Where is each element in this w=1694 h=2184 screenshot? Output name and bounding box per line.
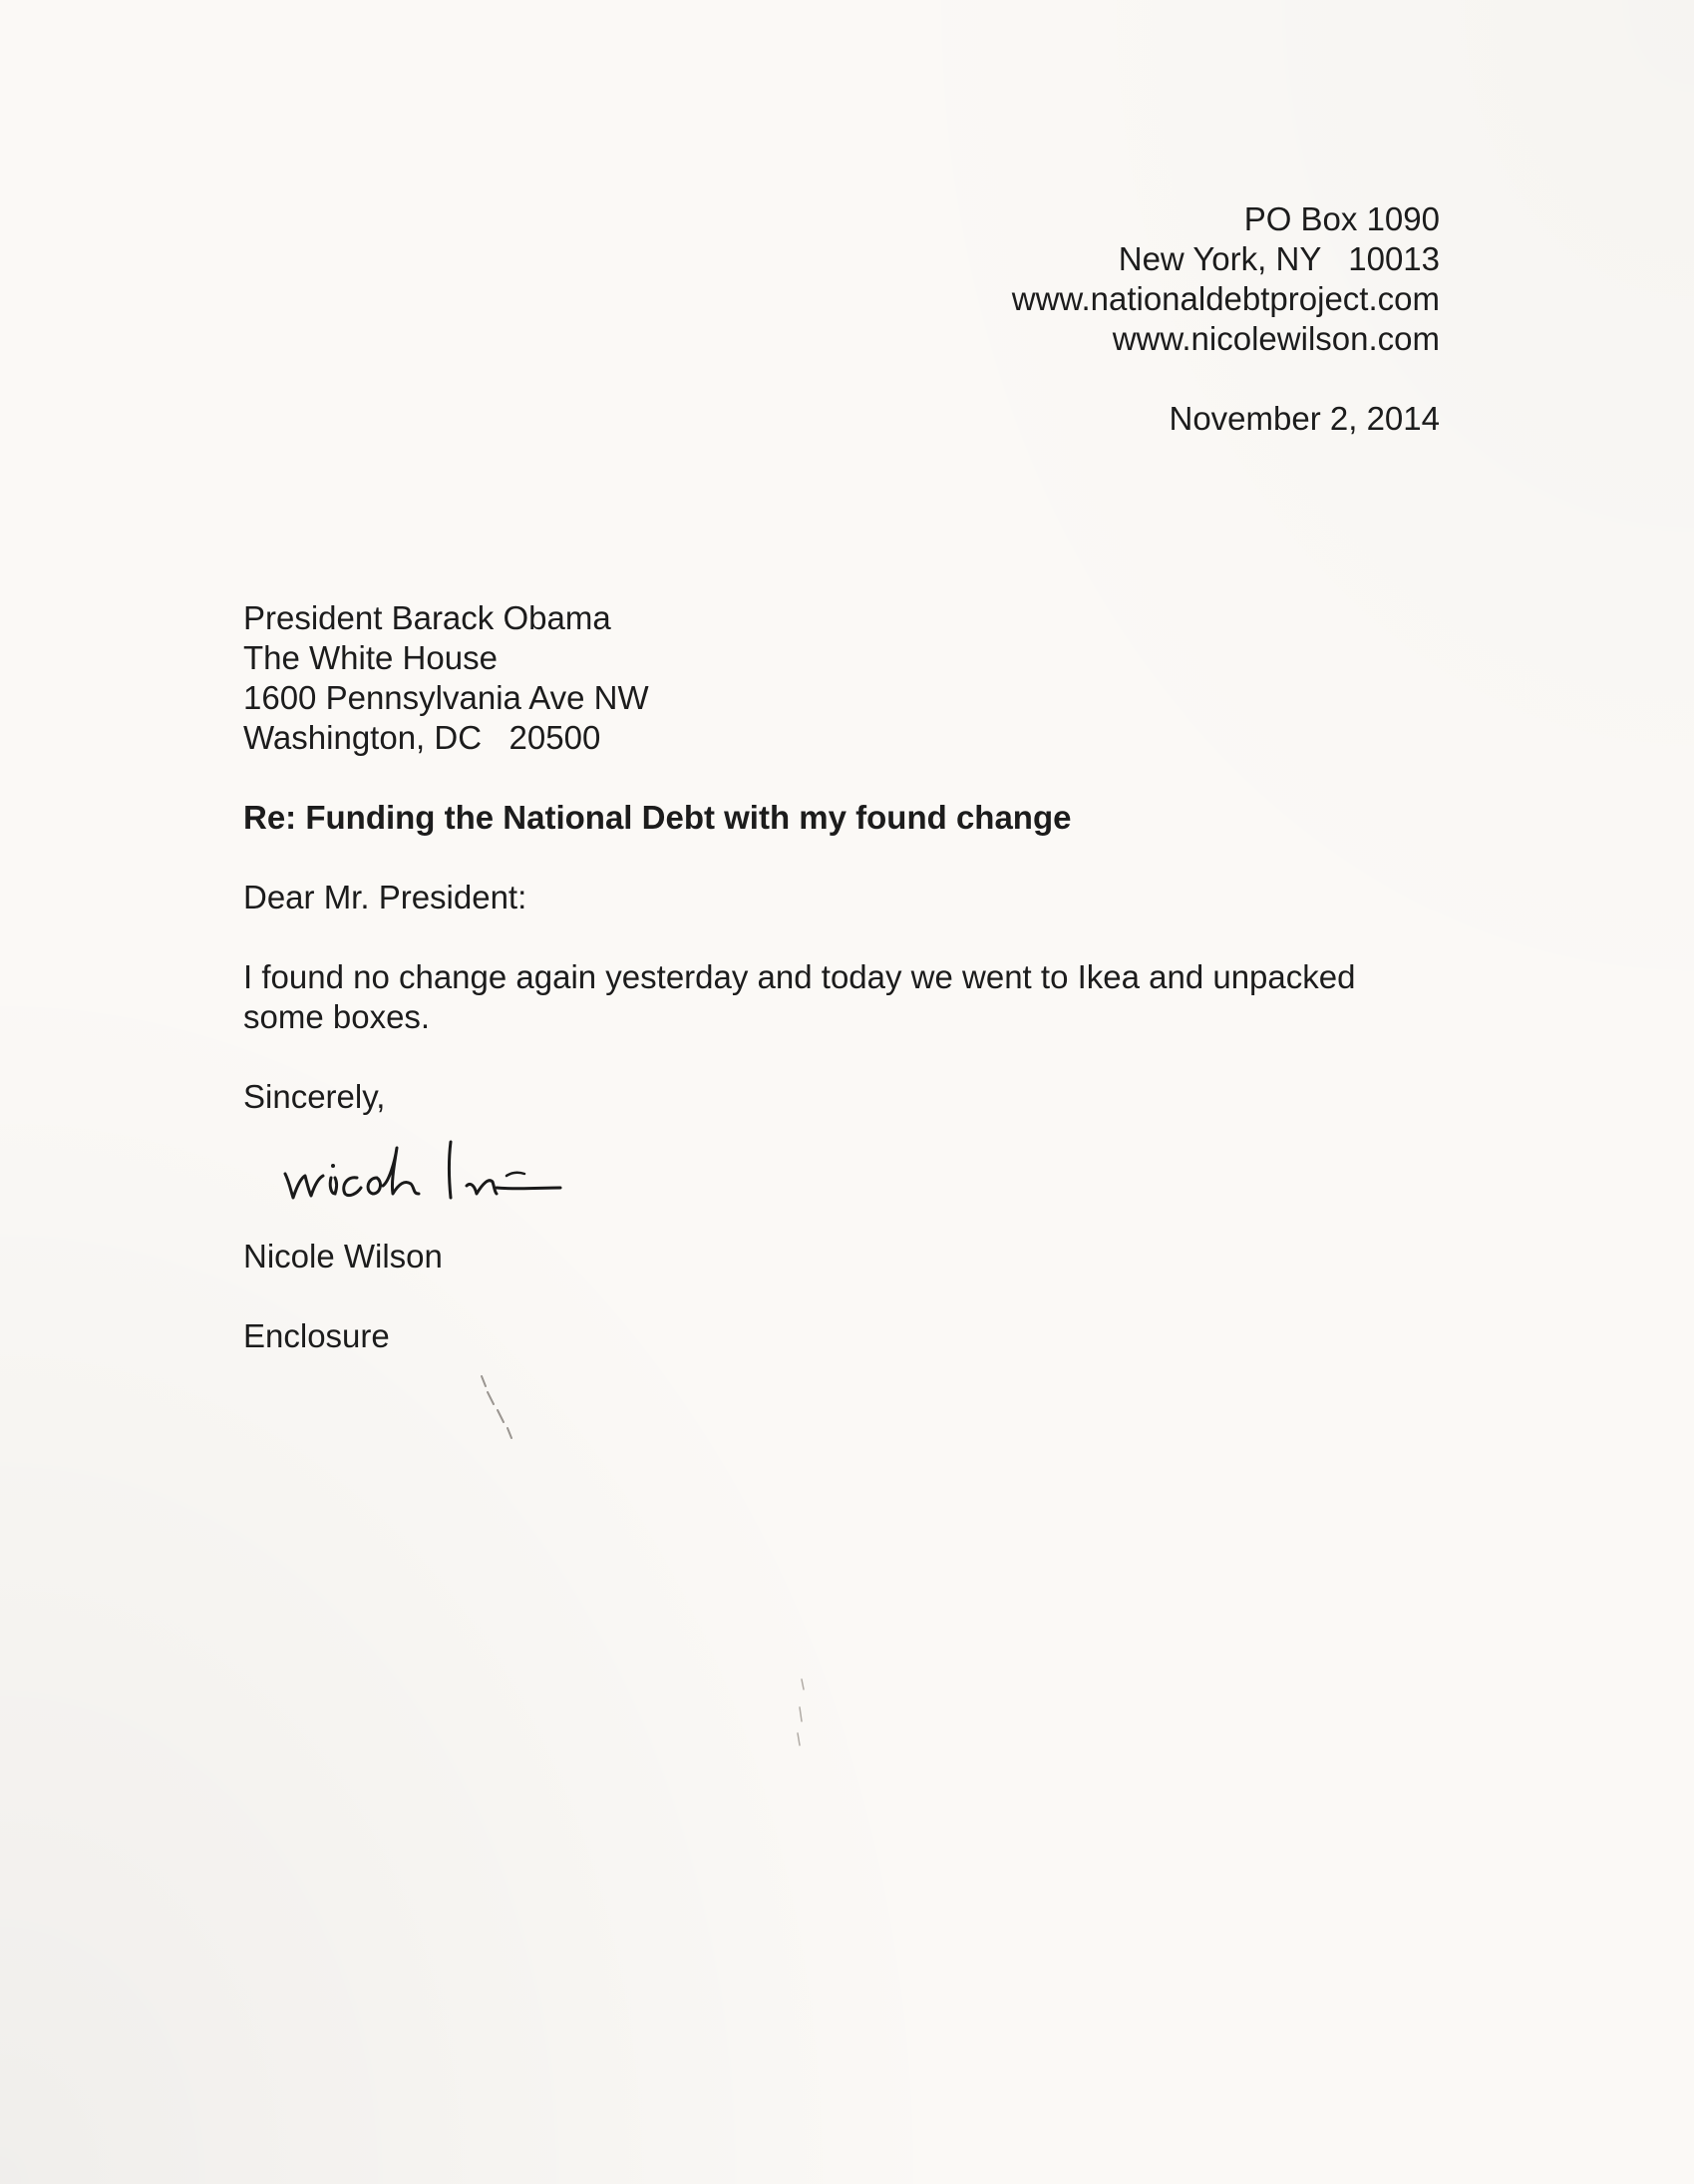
enclosure-note: Enclosure [243, 1317, 390, 1354]
salutation: Dear Mr. President: [243, 879, 527, 915]
recipient-street: 1600 Pennsylvania Ave NW [243, 679, 649, 716]
signer-name: Nicole Wilson [243, 1238, 443, 1274]
subject-line: Re: Funding the National Debt with my found change [243, 799, 1072, 836]
paper-speck [474, 1366, 533, 1446]
sender-website-1: www.nationaldebtproject.com [1011, 280, 1440, 317]
letter-date: November 2, 2014 [1169, 400, 1440, 437]
handwritten-signature [279, 1122, 628, 1212]
sender-address-block [742, 199, 1440, 359]
paper-speck [788, 1675, 818, 1755]
recipient-organization: The White House [243, 639, 498, 676]
letter-body: I found no change again yesterday and today we went to Ikea and unpacked some boxes. [243, 958, 1356, 1035]
recipient-city-line: Washington, DC 20500 [243, 719, 601, 756]
recipient-address-block [243, 598, 649, 758]
recipient-name: President Barack Obama [243, 599, 611, 636]
sender-website-2: www.nicolewilson.com [1112, 320, 1440, 357]
sender-po-box: PO Box 1090 [1243, 200, 1440, 237]
closing: Sincerely, [243, 1078, 386, 1115]
sender-city-line: New York, NY 10013 [1118, 240, 1440, 277]
